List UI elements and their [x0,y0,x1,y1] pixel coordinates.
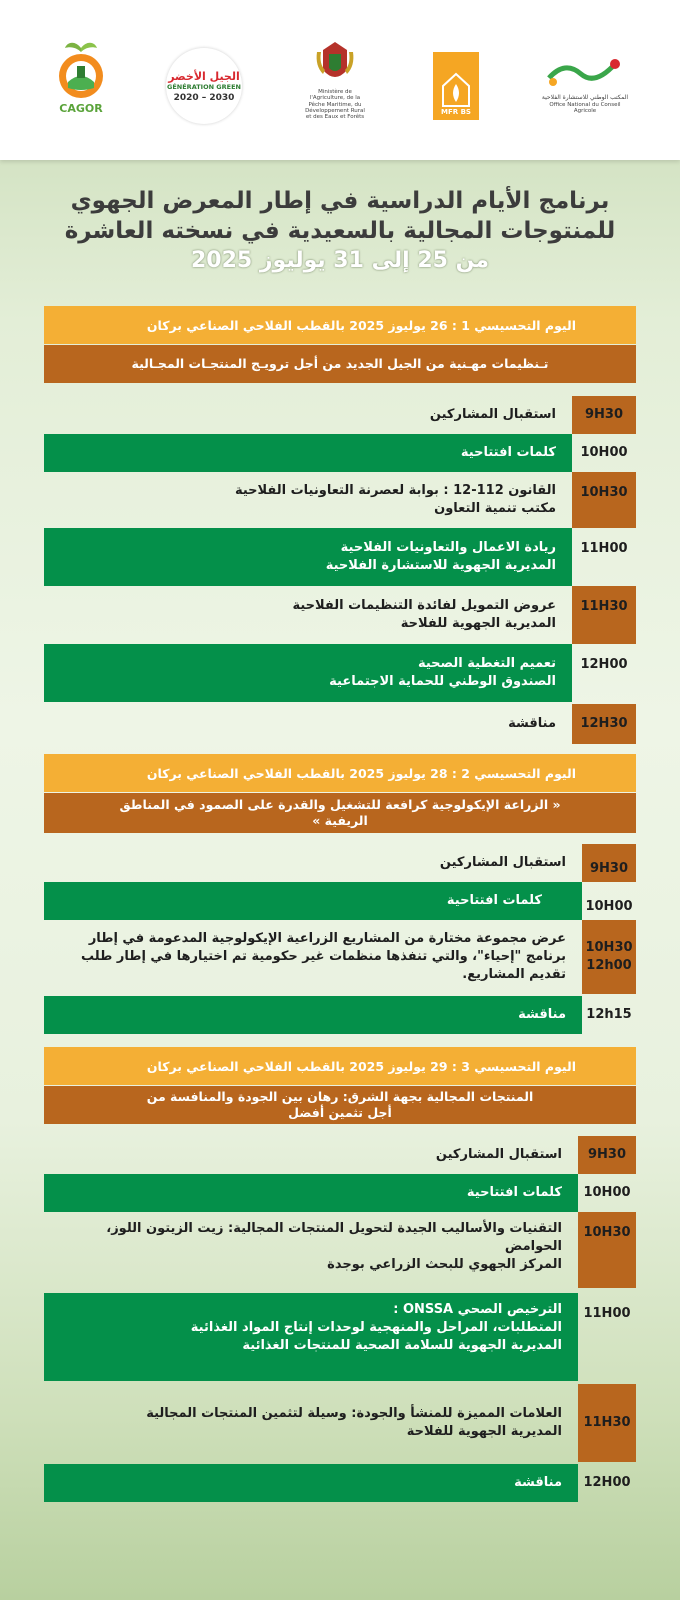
cagor-logo [52,40,110,130]
title-line-2: للمنتوجات المجالية بالسعيدية في نسخته العاشرة [64,218,616,244]
day2-time-0930: 9H30 [582,844,636,882]
day1-time-1030: 10H30 [572,472,636,528]
day1-theme: تـنظيمات مهـنية من الجيل الجديد من أجل ترويـج المنتجـات المجـالية [44,345,636,383]
day2-activity-opening [44,882,582,920]
day1-activity-law-text: القانون 112-12 : بوابة لعصرنة التعاونيات الفلاحية [234,483,556,498]
day3-activity-onssa-speaker: المديرية الجهوية للسلامة الصحية للمنتجات الغذائية [242,1338,562,1353]
coat-of-arms-icon [315,40,355,86]
day1-activity-law [44,472,572,528]
day1-activity-entrepreneurship-speaker: المديرية الجهوية للاستشارة الفلاحية [325,558,556,573]
day2-time-1000: 10H00 [585,899,633,914]
day3-time-1130: 11H30 [578,1384,636,1462]
day1-time-0930: 9H30 [572,396,636,434]
day2-time-start: 10H30 [585,940,633,955]
day2-activity-opening-text: كلمات افتتاحية [446,893,542,908]
day1-time-1100: 11H00 [580,541,628,556]
day3-header: اليوم التحسيسي 3 : 29 يوليوز 2025 بالقطب الفلاحي الصناعي بركان [44,1047,636,1085]
day1-activity-opening-text: كلمات افتتاحية [460,445,556,460]
day1-time-1130: 11H30 [572,586,636,644]
day1-activity-discussion [44,704,572,744]
day3-activity-onssa-text: المتطلبات، المراحل والمنهجية لوحدات إنتاج المواد الغذائية [190,1320,562,1335]
day3-time-1100: 11H00 [583,1306,631,1321]
day3-time-1000: 10H00 [583,1185,631,1200]
mfr-label: MFR BS [441,108,471,116]
generation-green-latin: GÉNÉRATION GREEN [167,82,241,91]
day3-activity-techniques [44,1212,578,1288]
day1-activity-health-coverage-text: تعميم التغطية الصحية [417,656,556,671]
day2-time-end: 12h00 [586,958,632,973]
day1-activity-entrepreneurship [44,528,572,586]
day1-activity-funding-speaker: المديرية الجهوية للفلاحة [400,616,556,631]
day3-activity-quality-labels [44,1384,578,1462]
day1-activity-reception [44,396,572,434]
day3-activity-onssa [44,1293,578,1381]
day1-header: اليوم التحسيسي 1 : 26 يوليوز 2025 بالقطب الفلاحي الصناعي بركان [44,306,636,344]
day3-activity-discussion-text: مناقشة [514,1475,562,1490]
day1-activity-opening [44,434,572,472]
day2-theme: « الزراعة الإيكولوجية كرافعة للتشغيل والقدرة على الصمود في المناطق الريفية » [44,793,636,833]
day3-activity-quality-labels-speaker: المديرية الجهوية للفلاحة [406,1424,562,1439]
day2-activity-projects [44,920,582,994]
day3-activity-opening [44,1174,578,1212]
onca-latin: Office National du Conseil Agricole [549,101,621,115]
cagor-label: CAGOR [59,102,103,115]
mfr-house-icon [441,72,471,108]
day3-activity-techniques-speaker: المركز الجهوي للبحث الزراعي بوجدة [327,1257,562,1272]
day3-activity-techniques-text: التقنيات والأساليب الجيدة لتحويل المنتجات المجالية: زيت الزيتون اللوز، الحوامض [106,1221,562,1254]
day2-activity-discussion-text: مناقشة [518,1007,566,1022]
program-title [40,186,640,276]
day1-time-1200: 12H00 [580,657,628,672]
cagor-emblem-icon [55,40,107,102]
day3-activity-onssa-title: الترخيص الصحي ONSSA : [393,1302,562,1317]
day2-activity-reception [44,844,582,882]
day3-time-0930: 9H30 [578,1136,636,1174]
day3-time-1030: 10H30 [578,1212,636,1288]
day2-time-range [582,920,636,994]
day1-activity-entrepreneurship-text: ريادة الاعمال والتعاونيات الفلاحية [340,540,556,555]
mfr-logo [432,52,480,142]
day1-activity-discussion-text: مناقشة [508,716,556,731]
day1-activity-health-coverage [44,644,572,702]
day1-activity-funding [44,586,572,644]
ministry-caption: Ministère de l'Agriculture, de la Pêche Maritime, du Développement Rural et des Eaux et Forêts [305,89,365,121]
logo-bar [0,0,680,160]
day2-activity-projects-text: عرض مجموعة مختارة من المشاريع الزراعية الإيكولوجية المدعومة في إطار برنامج "إحياء"، والتي تنفذها منظمات غير حكومية تم اختيارها في إطار طلب تقديم المشاريع. [81,931,566,982]
day3-theme: المنتجات المجالية بجهة الشرق: رهان بين الجودة والمنافسة من أجل تثمين أفضل [44,1086,636,1124]
onca-arabic: المكتب الوطني للاستشارة الفلاحية [541,94,629,101]
day1-activity-law-speaker: مكتب تنمية التعاون [434,501,556,516]
day1-activity-reception-text: استقبال المشاركين [429,407,556,422]
day3-time-1200: 12H00 [583,1475,631,1490]
day3-activity-discussion [44,1464,578,1502]
title-dates: من 25 إلى 31 يوليوز 2025 [190,248,490,273]
day1-activity-funding-text: عروض التمويل لفائدة التنظيمات الفلاحية [292,598,556,613]
day1-time-1230: 12H30 [572,704,636,744]
day2-time-1215: 12h15 [586,1007,632,1022]
generation-green-arabic: الجيل الأخضر [168,69,240,83]
onca-logo [540,52,630,142]
day2-activity-discussion [44,996,582,1034]
title-line-1: برنامج الأيام الدراسية في إطار المعرض الجهوي [70,188,610,214]
day3-activity-quality-labels-text: العلامات المميزة للمنشأ والجودة: وسيلة لتثمين المنتجات المجالية [146,1406,562,1421]
day3-activity-opening-text: كلمات افتتاحية [466,1185,562,1200]
onca-wave-icon [545,52,625,92]
generation-green-years: 2020 – 2030 [173,92,235,103]
day3-activity-reception [44,1136,578,1174]
day1-activity-health-coverage-speaker: الصندوق الوطني للحماية الاجتماعية [329,674,556,689]
ministry-logo [300,40,370,130]
day3-activity-reception-text: استقبال المشاركين [435,1147,562,1162]
day2-header: اليوم التحسيسي 2 : 28 يوليوز 2025 بالقطب الفلاحي الصناعي بركان [44,754,636,792]
day1-time-1000: 10H00 [580,445,628,460]
day2-activity-reception-text: استقبال المشاركين [439,855,566,870]
generation-green-logo [166,48,242,138]
